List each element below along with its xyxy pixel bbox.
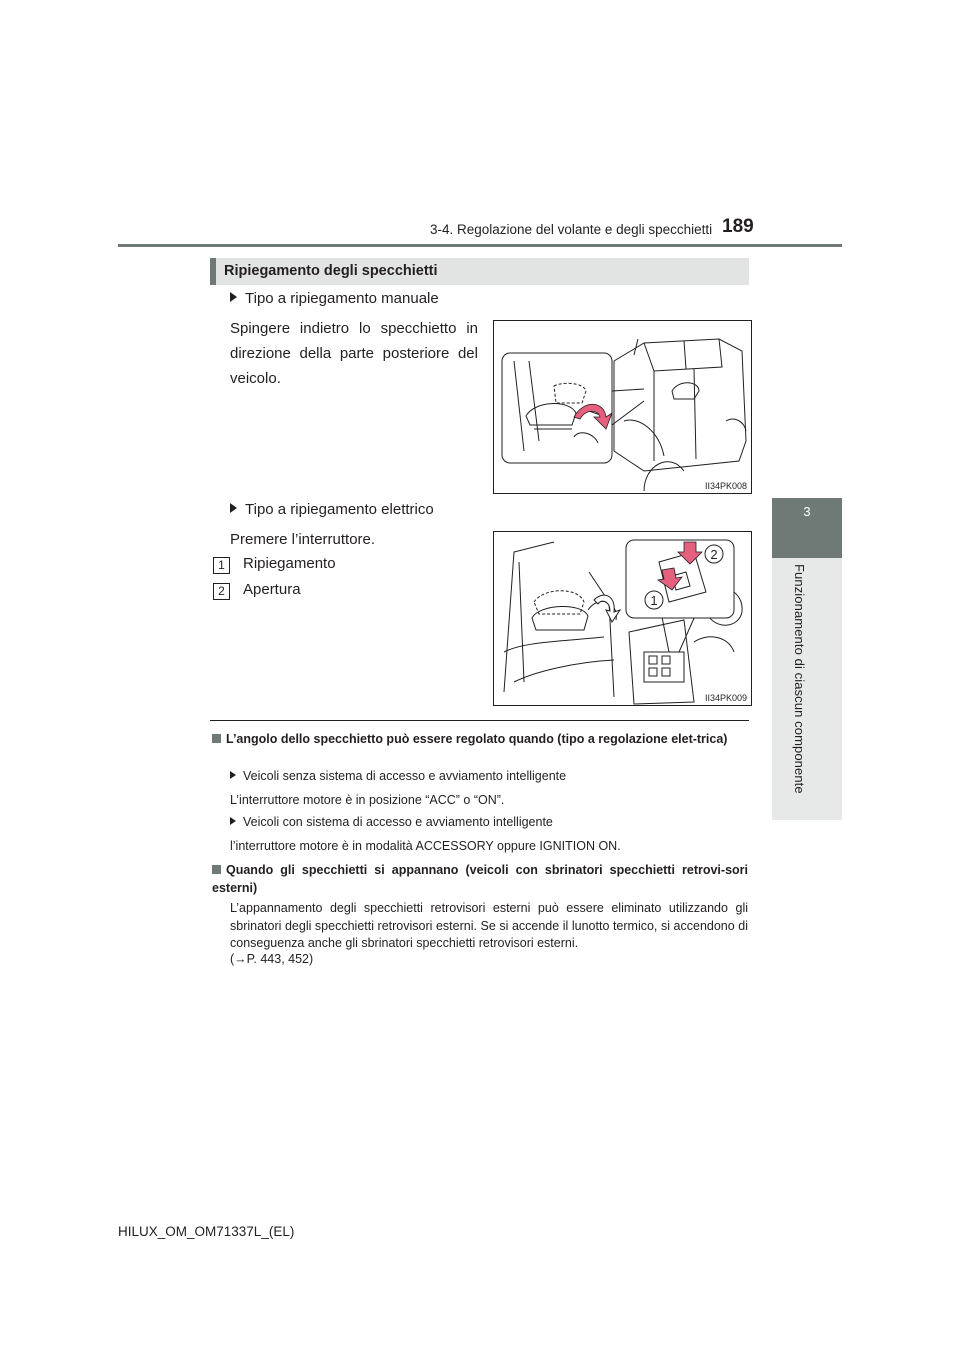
page-number: 189 — [722, 216, 754, 237]
electric-fold-text: Premere l’interruttore. — [230, 531, 376, 548]
document-code: HILUX_OM_OM71337L_(EL) — [118, 1224, 295, 1239]
square-bullet-icon — [212, 865, 221, 874]
triangle-bullet-icon — [230, 292, 237, 302]
note-text: L’appannamento degli specchietti retrovisori esterni può essere eliminato utilizzando gli sbrinatori degli specchietti retrovisori esterni. Se si accende il lunotto termico, si accendono di conseguenza anche gli sbrinatori specchietti retrovisori esterni. — [230, 901, 748, 950]
square-bullet-icon — [212, 734, 221, 743]
electric-fold-heading-text: Tipo a ripiegamento elettrico — [245, 501, 434, 518]
note-subheading — [230, 815, 553, 829]
chapter-tab-bar — [772, 558, 842, 820]
note-heading-text: L’angolo dello specchietto può essere regolato quando (tipo a regolazione elet-trica) — [226, 732, 728, 746]
figure-code: II34PK008 — [704, 481, 747, 491]
note-subheading — [230, 769, 566, 783]
manual-fold-illustration — [494, 321, 751, 493]
manual-fold-heading-text: Tipo a ripiegamento manuale — [245, 290, 439, 307]
list-item — [213, 555, 336, 574]
header-rule — [118, 244, 842, 247]
note-text: L’interruttore motore è in posizione “ACC” o “ON”. — [230, 793, 505, 807]
triangle-bullet-icon — [230, 503, 237, 513]
triangle-bullet-icon — [230, 771, 236, 779]
note-heading-mirror-angle — [212, 730, 748, 748]
note-heading-text: Quando gli specchietti si appannano (veicoli con sbrinatori specchietti retrovi-sori esterni) — [212, 863, 748, 895]
svg-text:2: 2 — [710, 547, 718, 562]
chapter-label: Funzionamento di ciascun componente — [792, 564, 807, 794]
notes-divider — [210, 720, 749, 721]
section-title-marker — [210, 258, 216, 285]
svg-text:1: 1 — [650, 593, 658, 608]
figure-code: II34PK009 — [704, 693, 747, 703]
chapter-number: 3 — [803, 504, 811, 519]
item-label: Apertura — [243, 581, 301, 598]
chapter-tab — [772, 498, 842, 558]
manual-fold-heading — [230, 290, 439, 307]
running-header: 3-4. Regolazione del volante e degli specchietti — [430, 222, 713, 237]
manual-fold-figure — [493, 320, 752, 494]
page-reference: (→P. 443, 452) — [230, 952, 314, 966]
note-subheading-text: Veicoli senza sistema di accesso e avviamento intelligente — [243, 769, 567, 783]
item-number-badge: 1 — [213, 557, 230, 574]
electric-fold-figure — [493, 531, 752, 706]
electric-fold-heading — [230, 501, 434, 518]
item-number-badge: 2 — [213, 583, 230, 600]
note-heading-defogging — [212, 861, 748, 897]
item-label: Ripiegamento — [243, 555, 336, 572]
triangle-bullet-icon — [230, 817, 236, 825]
list-item — [213, 581, 301, 600]
note-text: l’interruttore motore è in modalità ACCESSORY oppure IGNITION ON. — [230, 839, 621, 853]
manual-fold-text: Spingere indietro lo specchietto in direzione della parte posteriore del veicolo. — [230, 320, 478, 387]
section-title: Ripiegamento degli specchietti — [224, 263, 438, 279]
electric-fold-illustration — [494, 532, 751, 705]
note-subheading-text: Veicoli con sistema di accesso e avviamento intelligente — [243, 815, 553, 829]
